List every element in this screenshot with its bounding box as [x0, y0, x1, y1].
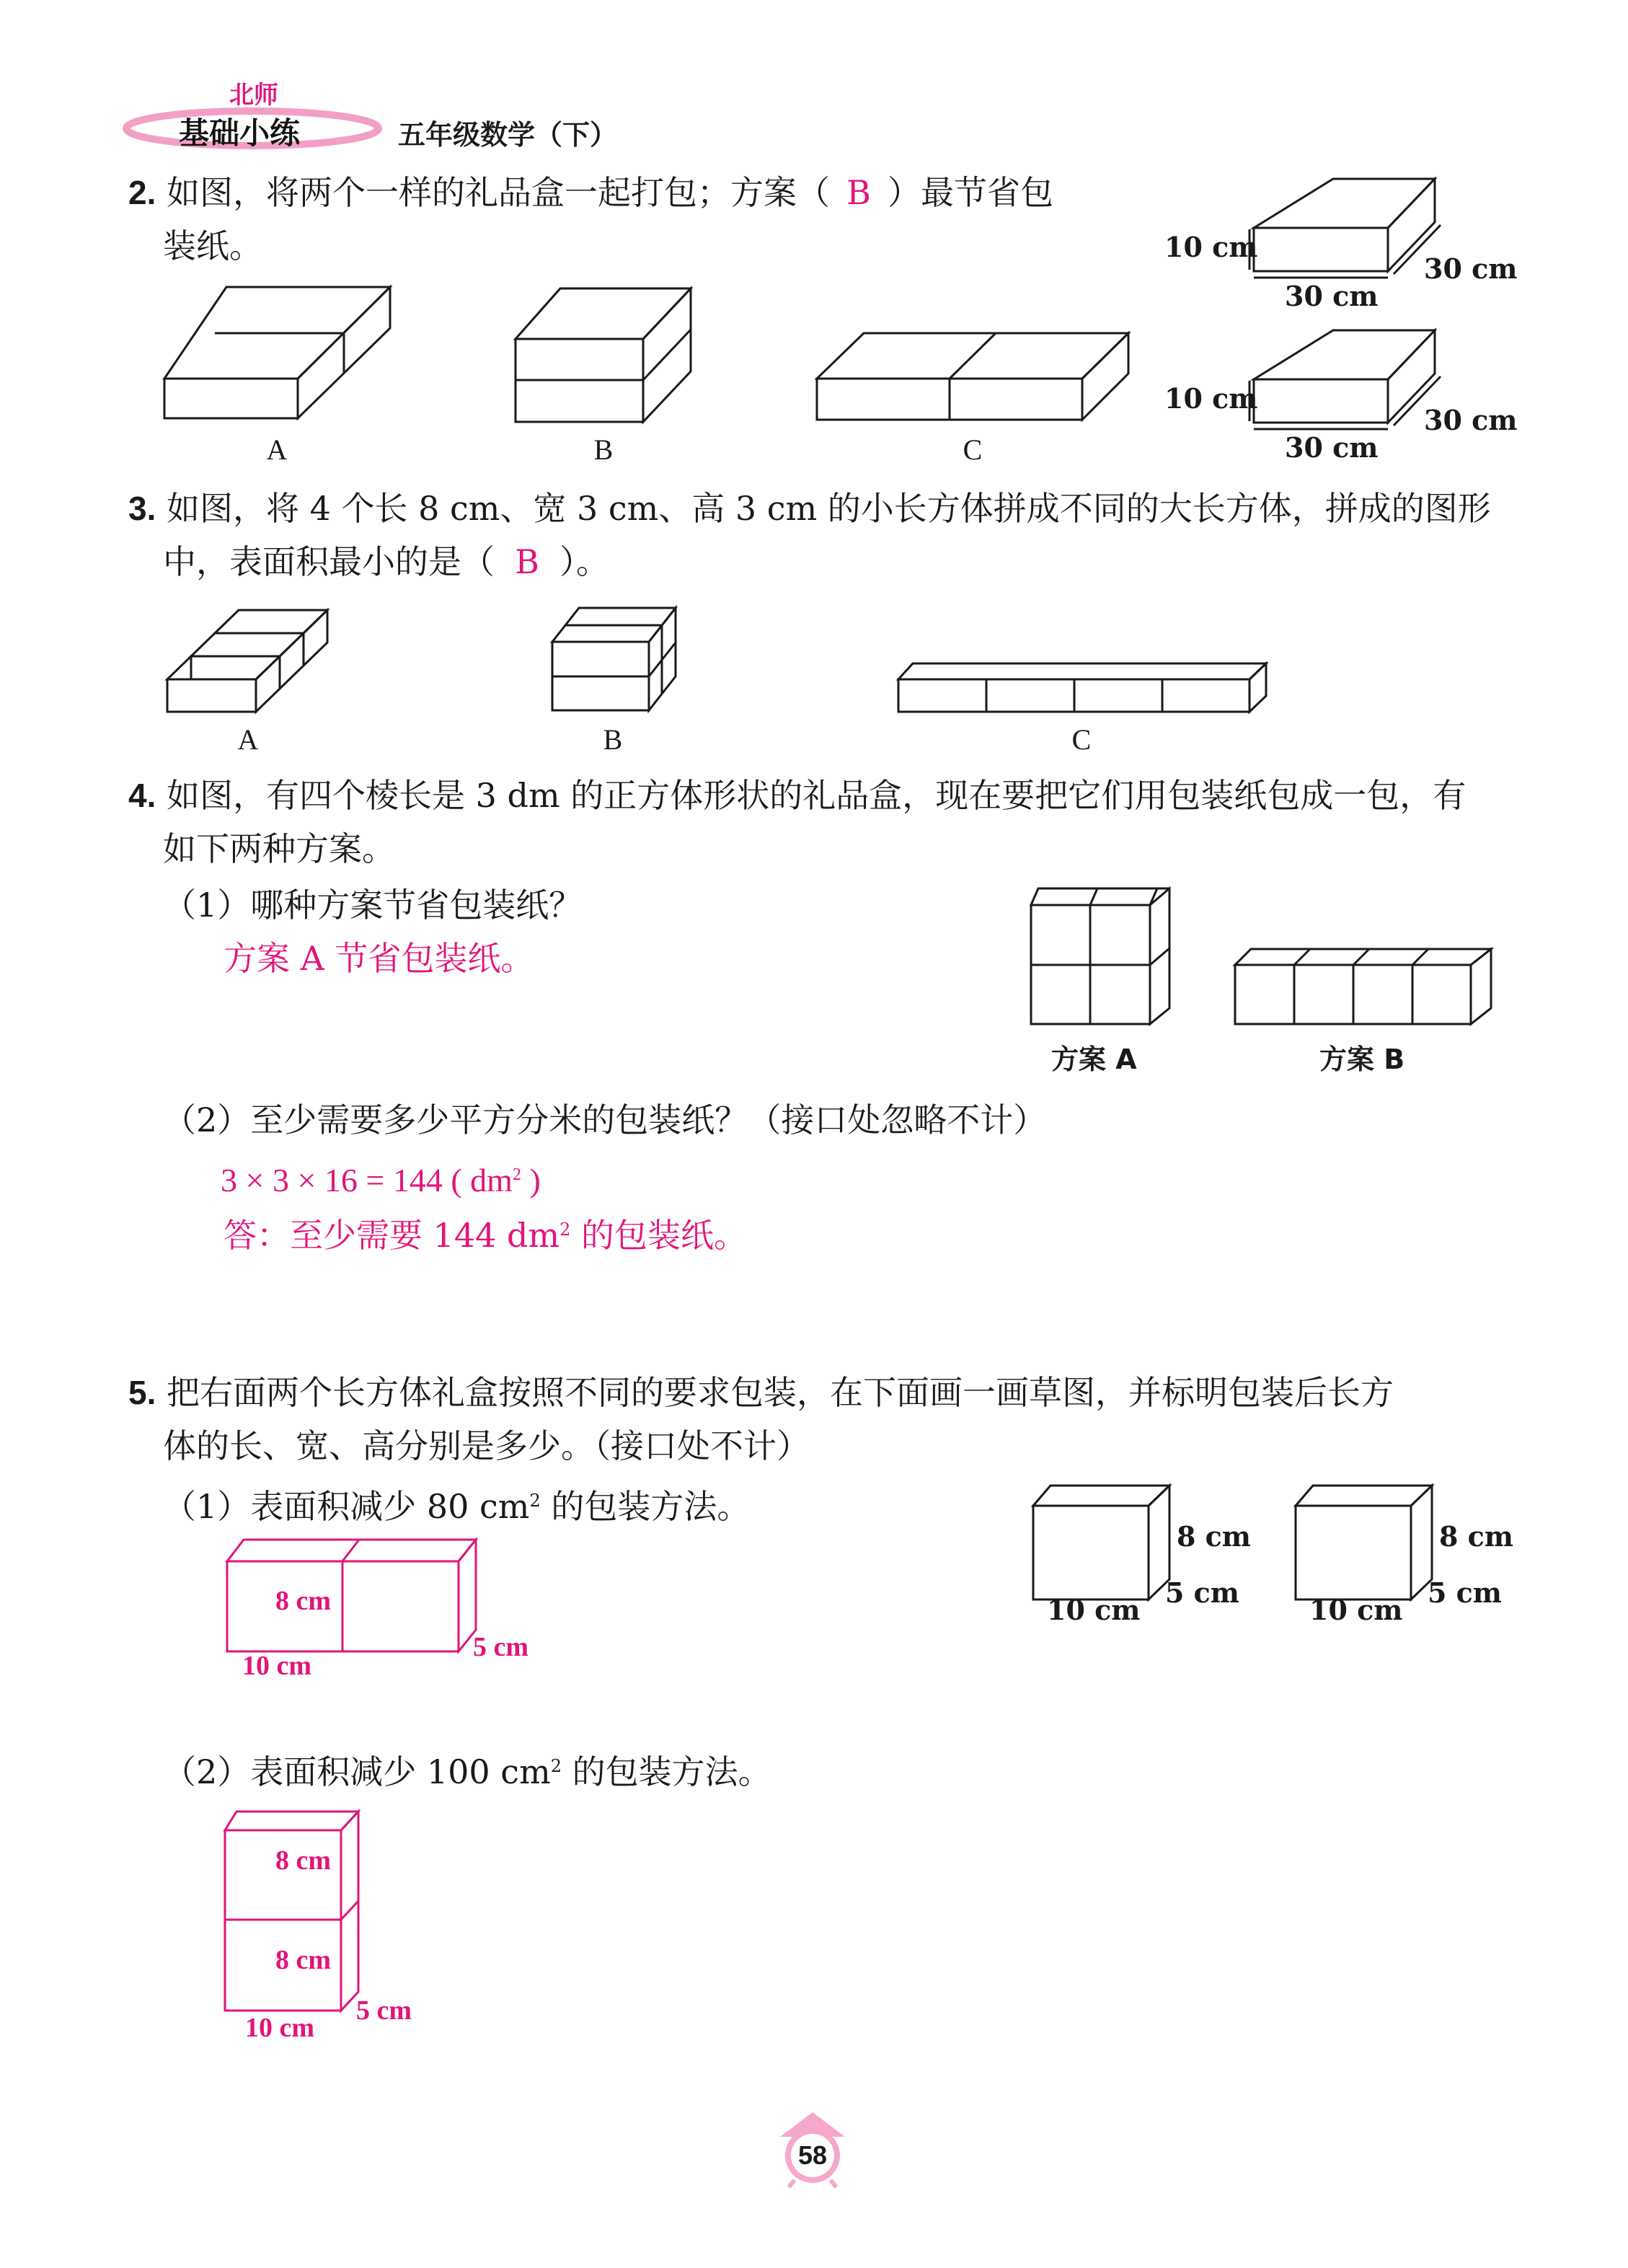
q4-text-line1: 如图，有四个棱长是 3 dm 的正方体形状的礼品盒，现在要把它们用包装纸包成一包，有	[167, 776, 1466, 815]
q2-label-a: A	[266, 433, 288, 466]
q2-ref2-length: 30 cm	[1285, 431, 1379, 464]
q4-number: 4.	[128, 777, 156, 814]
q5-given-box-2	[1296, 1486, 1432, 1599]
q4-answer-after: 的包装纸。	[570, 1216, 748, 1255]
q3-line1	[128, 482, 1491, 535]
q5-sketch1-height: 8 cm	[275, 1586, 332, 1616]
q3-option-b-figure	[552, 608, 676, 710]
q4-sub2-calc	[221, 1148, 541, 1207]
q3-option-c-figure	[898, 663, 1266, 712]
q4-answer-before: 答：至少需要 144 dm	[224, 1216, 560, 1255]
q2-answer: B	[846, 173, 871, 212]
q2-reference-box-bottom	[1249, 330, 1441, 429]
q3-line2	[163, 535, 609, 588]
q2-ref1-width: 30 cm	[1424, 252, 1518, 285]
header	[123, 72, 642, 151]
q2-label-b: B	[593, 433, 614, 466]
q3-option-a-figure	[167, 610, 327, 712]
header-brand-small: 北师	[229, 81, 278, 110]
q3-label-a: A	[237, 723, 259, 756]
q2-line1	[128, 166, 1053, 219]
q3-label-b: B	[603, 723, 623, 756]
q2-option-a-figure	[164, 287, 390, 418]
q4-plan-a-figure	[1031, 888, 1169, 1024]
q4-calc-text: 3 × 3 × 16 = 144 ( dm	[221, 1162, 513, 1199]
q5-sub2-after: 的包装方法。	[561, 1752, 771, 1791]
q5-sub1-sup: 2	[529, 1491, 541, 1511]
q4-plan-figures	[1009, 880, 1514, 1046]
q5-sub1-before: （1）表面积减少 80 cm	[163, 1487, 530, 1526]
q5-sub2	[163, 1739, 771, 1799]
q2-ref2-width: 30 cm	[1424, 404, 1518, 436]
q2-option-figures	[0, 274, 1154, 433]
q5-given1-height: 8 cm	[1177, 1520, 1252, 1553]
q5-sketch2-width: 5 cm	[356, 1995, 412, 2026]
q2-label-c: C	[963, 433, 983, 466]
q5-number: 5.	[128, 1374, 156, 1411]
q2-ref1-length: 30 cm	[1285, 280, 1379, 312]
q5-sketch2-length: 10 cm	[245, 2013, 315, 2043]
q3-label-c: C	[1071, 723, 1092, 756]
q3-text-before: 中，表面积最小的是（	[163, 542, 495, 581]
q4-line2: 如下两种方案。	[163, 829, 395, 868]
q4-calc-end: )	[521, 1162, 541, 1199]
q5-line2: 体的长、宽、高分别是多少。（接口处不计）	[163, 1426, 810, 1465]
q5-sub1	[163, 1474, 750, 1533]
q4-calc-sup: 2	[512, 1165, 521, 1184]
q2-reference-box-top	[1249, 179, 1441, 278]
q5-sketch2-height-top: 8 cm	[275, 1845, 332, 1876]
q5-given2-width: 5 cm	[1428, 1576, 1503, 1609]
q5-sketch1-length: 10 cm	[242, 1651, 312, 1681]
q5-sketch-2	[209, 1796, 397, 2026]
q5-sketch2-height-bottom: 8 cm	[275, 1945, 332, 1975]
q5-given2-length: 10 cm	[1309, 1594, 1403, 1626]
q4-plan-a-label: 方案 A	[1051, 1043, 1137, 1075]
q5-given2-height: 8 cm	[1439, 1520, 1514, 1553]
q4-sub2-answer	[224, 1203, 747, 1262]
q4-sub1: （1）哪种方案节省包装纸？	[163, 886, 583, 925]
q2-ref2-height: 10 cm	[1164, 382, 1258, 415]
q5-given-box-1	[1033, 1486, 1169, 1599]
page-number: 58	[797, 2140, 828, 2170]
header-brand-main: 基础小练	[179, 115, 301, 151]
q5-sub1-after: 的包装方法。	[540, 1487, 751, 1526]
q5-sub2-sup: 2	[550, 1756, 562, 1776]
q3-number: 3.	[128, 490, 156, 527]
q4-sub1-answer: 方案 A 节省包装纸。	[224, 939, 534, 978]
q2-option-b-figure	[516, 288, 691, 422]
q2-number: 2.	[128, 174, 156, 211]
q5-text-line1: 把右面两个长方体礼盒按照不同的要求包装，在下面画一画草图，并标明包装后长方	[167, 1373, 1394, 1412]
q4-sub2: （2）至少需要多少平方分米的包装纸？（接口处忽略不计）	[163, 1100, 1047, 1139]
q5-given1-length: 10 cm	[1047, 1594, 1141, 1626]
q2-text-after: ）最节省包	[888, 173, 1053, 212]
q2-text-before: 如图，将两个一样的礼品盒一起打包；方案（	[167, 173, 830, 212]
q4-plan-b-figure	[1235, 949, 1491, 1024]
q2-option-c-figure	[817, 333, 1128, 420]
q2-line2: 装纸。	[163, 226, 262, 265]
header-subject: 五年级数学（下）	[398, 119, 618, 151]
q3-answer: B	[515, 542, 539, 581]
q2-ref1-height: 10 cm	[1164, 231, 1258, 263]
q5-sub2-before: （2）表面积减少 100 cm	[163, 1752, 551, 1791]
q4-plan-b-label: 方案 B	[1319, 1043, 1405, 1075]
q5-sketch1-width: 5 cm	[473, 1632, 529, 1662]
q5-line1	[128, 1366, 1394, 1419]
q3-text-after: ）。	[559, 542, 609, 581]
q4-answer-sup: 2	[559, 1219, 571, 1240]
q4-line1	[128, 769, 1466, 822]
q5-given1-width: 5 cm	[1165, 1576, 1240, 1609]
q3-text-line1: 如图，将 4 个长 8 cm、宽 3 cm、高 3 cm 的小长方体拼成不同的大长方体，拼成的图形	[167, 489, 1491, 528]
q3-option-figures	[0, 591, 1298, 721]
